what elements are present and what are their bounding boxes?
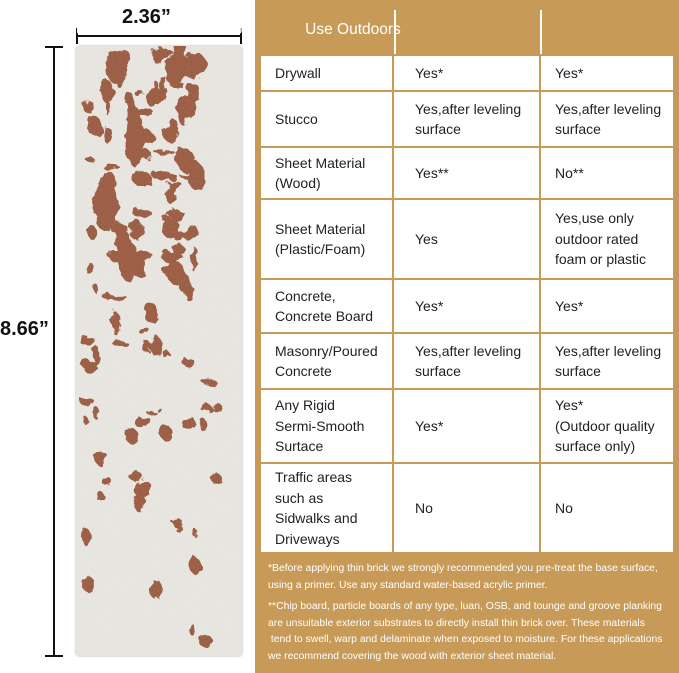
cell-text-line: No (415, 499, 433, 516)
cell-text-line: Yes,after leveling (415, 100, 522, 117)
table-row (261, 334, 673, 388)
cell-text-line: foam or plastic (555, 251, 647, 268)
width-dimension-label: 2.36” (122, 6, 171, 28)
outdoors-cell (541, 148, 673, 198)
cell-text-line: Stucco (275, 110, 318, 127)
cell-text-line: Sidwalks and (275, 510, 358, 526)
cell-text-line: Yes* (415, 297, 444, 314)
substrate-warning-note: **Chip board, particle boards of any type, luan, OSB, and tounge and groove planking are unsuitable exterior substrates to directly install thin brick over. These materials tend to swell, warp and delaminate when exposed to moisture. For these applications we recommend covering the wood with exterior sheet material. (268, 601, 663, 662)
header-base-surface: Base Surface (25, 21, 120, 38)
cell-text-line: surface (415, 363, 461, 379)
table-row (261, 464, 673, 552)
cell-text-line: surface only) (555, 438, 636, 455)
cell-text-line: Traffic areas (275, 469, 353, 485)
cell-text-line: Yes,after leveling (415, 342, 522, 359)
cell-text-line: Surtace (275, 438, 324, 455)
outdoors-cell (541, 280, 673, 332)
table-row (261, 92, 673, 146)
height-dimension-cap-bottom (45, 655, 63, 657)
cell-text-line: Yes,use only (555, 210, 634, 227)
brick-texture-graphic (76, 46, 242, 656)
cell-text-line: surface (555, 363, 601, 379)
outdoors-cell (541, 390, 673, 462)
cell-text-line: Sheet Material (275, 154, 366, 171)
table-row (261, 148, 673, 198)
cell-text-line: Yes* (555, 64, 584, 81)
outdoors-cell (541, 56, 673, 90)
cell-text-line: Yes* (555, 297, 584, 314)
surface-cell (261, 92, 392, 146)
height-dimension-label: 8.66” (0, 318, 49, 340)
cell-text-line: (Outdoor quality (555, 417, 655, 434)
indoors-cell (394, 92, 539, 146)
cell-text-line: Concrete, (275, 287, 336, 304)
surface-cell (261, 148, 392, 198)
cell-text-line: Yes,after leveling (555, 100, 662, 117)
cell-text-line: No** (555, 164, 584, 181)
outdoors-cell (541, 200, 673, 278)
cell-text-line: Yes* (555, 397, 584, 414)
indoors-cell (394, 334, 539, 388)
table-row (261, 280, 673, 332)
cell-text-line: Yes (415, 230, 438, 247)
cell-text-line: Yes* (415, 64, 444, 81)
surface-cell (261, 280, 392, 332)
cell-text-line: surface (415, 121, 461, 137)
surface-cell (261, 56, 392, 90)
indoors-cell (394, 200, 539, 278)
table-row (261, 390, 673, 462)
height-dimension-line (53, 47, 55, 657)
cell-text-line: Yes,after leveling (555, 342, 662, 359)
cell-text-line: Sheet Material (275, 220, 366, 237)
cell-text-line: Drywall (275, 64, 321, 81)
surface-cell (261, 200, 392, 278)
surface-cell (261, 464, 392, 552)
cell-text-line: (Plastic/Foam) (275, 241, 366, 257)
indoors-cell (394, 56, 539, 90)
cell-text-line: Driveways (275, 530, 340, 547)
cell-text-line: Concrete (275, 363, 332, 379)
primer-note: *Before applying thin brick we strongly recommended you pre-treat the base surface, using a primer. Use any standard water-based acrylic primer. (268, 563, 658, 591)
indoors-cell (394, 390, 539, 462)
thin-brick-image (76, 46, 242, 656)
surface-cell (261, 334, 392, 388)
cell-text-line: outdoor rated (555, 230, 639, 247)
header-use-indoors: Use Indoors (171, 21, 256, 38)
cell-text-line: Masonry/Poured (275, 342, 378, 359)
cell-text-line: Yes** (415, 164, 449, 181)
indoors-cell (394, 464, 539, 552)
indoors-cell (394, 280, 539, 332)
indoors-cell (394, 148, 539, 198)
cell-text-line: Sermi-Smooth (275, 417, 365, 434)
cell-text-line: surface (555, 121, 601, 137)
cell-text-line: Concrete Board (275, 308, 374, 324)
cell-text-line: such as (275, 489, 324, 506)
header-divider (540, 10, 542, 54)
table-row (261, 56, 673, 90)
outdoors-cell (541, 464, 673, 552)
cell-text-line: No (555, 499, 573, 516)
cell-text-line: (Wood) (275, 175, 321, 191)
cell-text-line: Any Rigid (275, 397, 335, 414)
table-row (261, 200, 673, 278)
outdoors-cell (541, 334, 673, 388)
cell-text-line: Yes* (415, 417, 444, 434)
surface-cell (261, 390, 392, 462)
header-use-outdoors: Use Outdoors (305, 21, 401, 38)
outdoors-cell (541, 92, 673, 146)
